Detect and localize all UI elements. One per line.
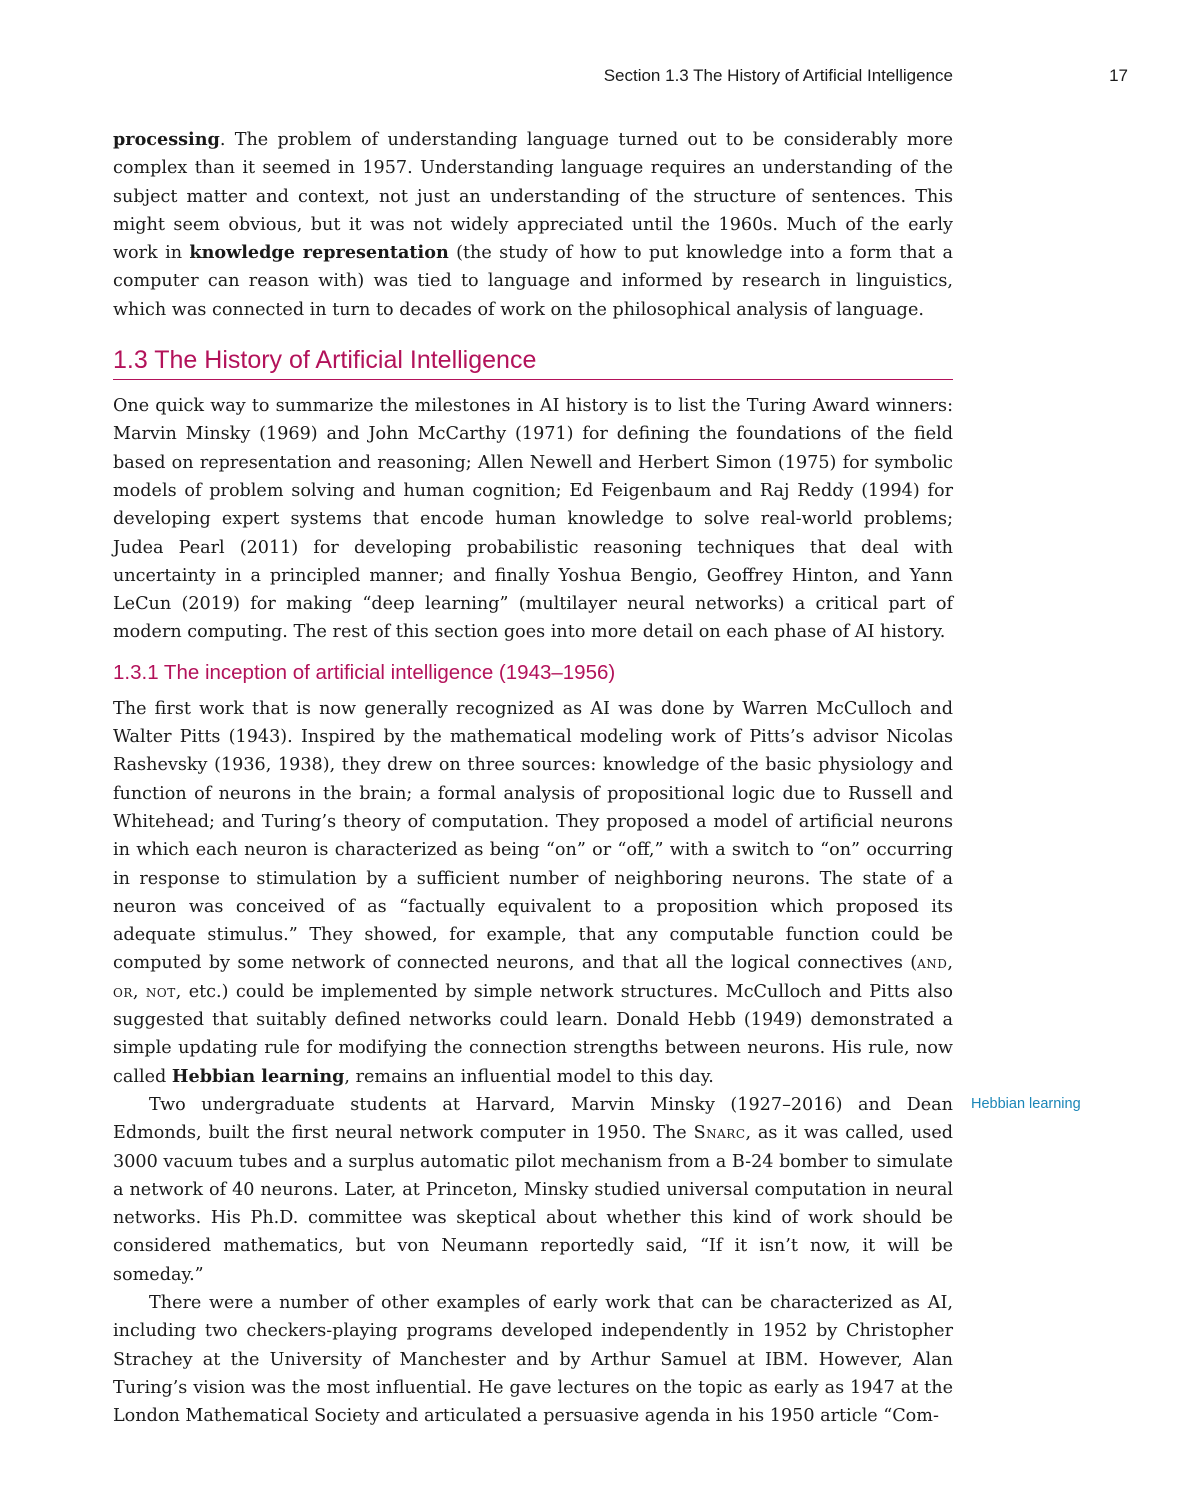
connective-or: or	[113, 981, 133, 1002]
intro-text-1: . The problem of understanding language turned out to be considerably more complex than it seemed in 1957. Understanding language requires an understanding of the subject matter and context, not just an understanding of the structure of sentences. This might seem obvious, but it was not widely appreciated until the 1960s. Much of the early work in	[113, 130, 953, 264]
p2-text-2: , as it was called, used 3000 vacuum tubes and a surplus automatic pilot mechanism from a B-24 bomber to simulate a network of 40 neurons. Later, at Princeton, Minsky studied universal computation in neural networks. His Ph.D. committee was skeptical about whether this kind of work should be considered mathematics, but von Neumann reportedly said, “If it isn’t now, it will be someday.”	[113, 1123, 953, 1285]
margin-note-hebbian-learning: Hebbian learning	[971, 1096, 1081, 1112]
subsection-paragraph-2	[113, 1091, 953, 1289]
intro-text-2: (the study of how to put knowledge into a form that a computer can reason with) was tied to language and informed by research in linguistics, which was connected in turn to decades of work on the philosophical analysis of language.	[113, 243, 953, 320]
term-processing: processing	[113, 129, 220, 150]
p1-text-3: , remains an influential model to this day.	[344, 1066, 714, 1087]
p2-text-1: Two undergraduate students at Harvard, Marvin Minsky (1927–2016) and Dean Edmonds, built the first neural network computer in 1950. The	[113, 1094, 953, 1144]
section-paragraph: One quick way to summarize the milestones in AI history is to list the Turing Award winners: Marvin Minsky (1969) and John McCarthy (1971) for defining the foundations of the field based on representation and reasoning; Allen Newell and Herbert Simon (1975) for symbolic models of problem solving and human cognition; Ed Feigenbaum and Raj Reddy (1994) for developing expert systems that encode human knowledge to solve real-world problems; Judea Pearl (2011) for developing probabilistic reasoning techniques that deal with uncertainty in a principled manner; and finally Yoshua Bengio, Geoffrey Hinton, and Yann LeCun (2019) for making “deep learning” (multilayer neural networks) a critical part of modern computing. The rest of this section goes into more detail on each phase of AI history.	[113, 396, 953, 643]
connective-and: and	[917, 953, 948, 974]
main-text-column	[113, 126, 953, 1430]
p1-sep-2: ,	[132, 981, 146, 1002]
running-head-section: Section 1.3 The History of Artificial Intelligence	[603, 66, 953, 85]
subsection-paragraph-3: There were a number of other examples of early work that can be characterized as AI, including two checkers-playing programs developed independently in 1952 by Christopher Strachey at the University of Manchester and by Arthur Samuel at IBM. However, Alan Turing’s vision was the most influential. He gave lectures on the topic as early as 1947 at the London Mathematical Society and articulated a persuasive agenda in his 1950 article “Com-	[113, 1292, 953, 1427]
intro-paragraph	[113, 126, 953, 324]
term-hebbian-learning: Hebbian learning	[171, 1065, 345, 1087]
connective-not: not	[145, 981, 176, 1002]
subsection-heading: 1.3.1 The inception of artificial intelligence (1943–1956)	[113, 660, 616, 684]
p1-text-1: The first work that is now generally recognized as AI was done by Warren McCulloch and Walter Pitts (1943). Inspired by the mathematical modeling work of Pitts’s advisor Nicolas Rashevsky (1936, 1938), they drew on three sources: knowledge of the basic physiology and function of neurons in the brain; a formal analysis of propositional logic due to Russell and Whitehead; and Turing’s theory of computation. They proposed a model of artificial neurons in which each neuron is characterized as being “on” or “off,” with a switch to “on” occurring in response to stimulation by a sufficient number of neighboring neurons. The state of a neuron was conceived of as “factually equivalent to a proposition which proposed its adequate stimulus.” They showed, for example, that any computable function could be computed by some network of connected neurons, and that all the logical connectives (	[113, 698, 953, 974]
section-heading: 1.3 The History of Artificial Intelligence	[113, 346, 953, 380]
subsection-paragraph-1	[113, 695, 953, 1091]
page-number: 17	[1109, 66, 1128, 85]
term-knowledge-representation: knowledge representation	[189, 242, 449, 264]
term-snarc: Snarc	[693, 1123, 746, 1144]
p1-text-2: , etc.) could be implemented by simple network structures. McCulloch and Pitts also suggested that suitably defined networks could learn. Donald Hebb (1949) demonstrated a simple updating rule for modifying the connection strengths between neurons. His rule, now called	[113, 981, 954, 1087]
running-head	[113, 66, 1128, 90]
p1-sep-1: ,	[947, 953, 953, 974]
